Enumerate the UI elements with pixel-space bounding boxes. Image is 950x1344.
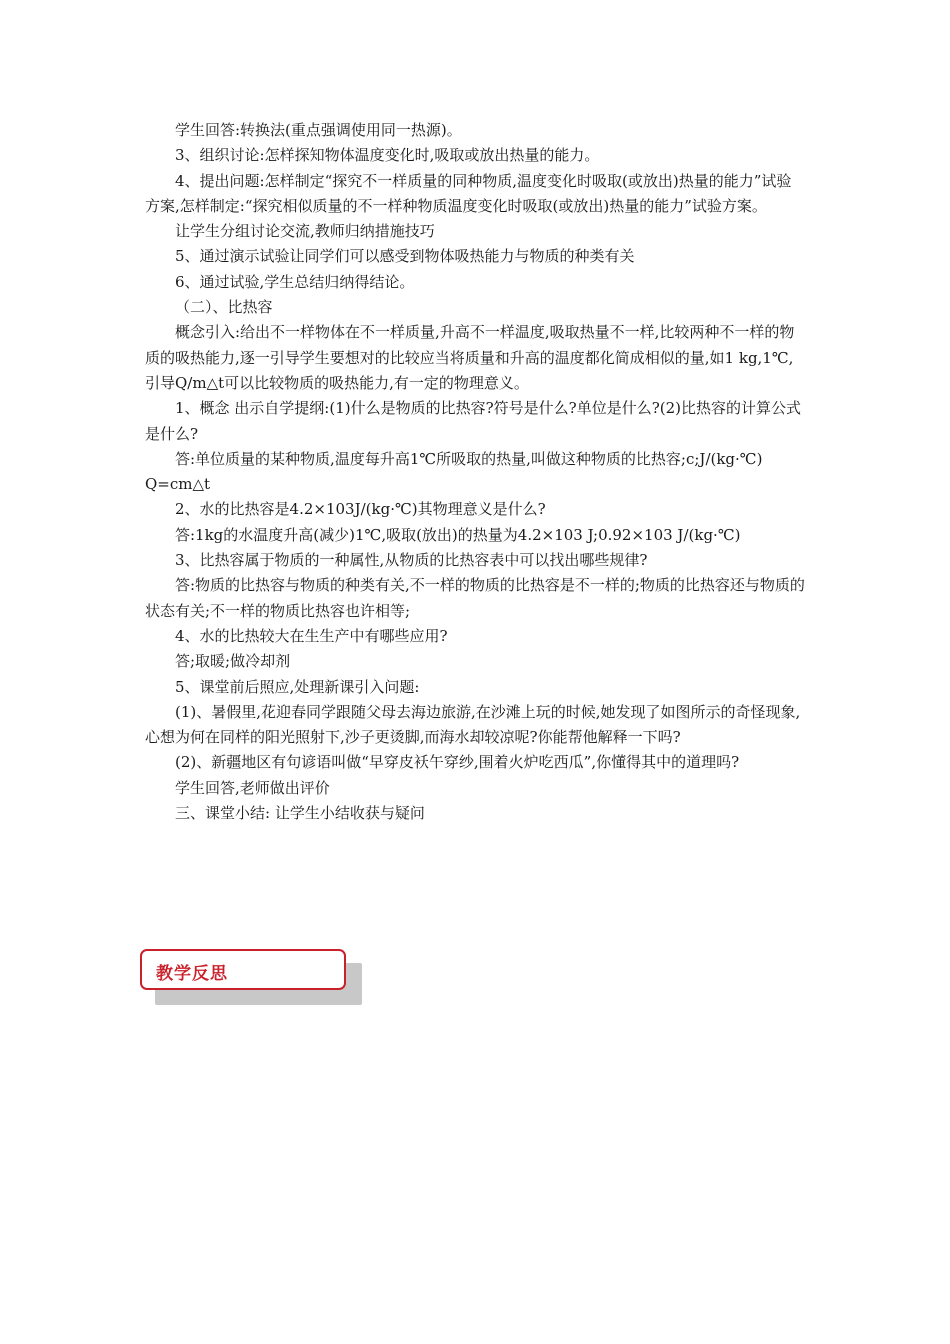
section-heading: （二）、比热容 bbox=[175, 298, 273, 317]
paragraph: 2、水的比热容是4.2×103J/(kg·℃)其物理意义是什么? bbox=[175, 500, 546, 519]
lesson-body bbox=[145, 118, 805, 826]
paragraph: 5、课堂前后照应,处理新课引入问题: bbox=[175, 677, 420, 696]
paragraph: 学生回答,老师做出评价 bbox=[175, 778, 330, 797]
reflection-title: 教学反思 bbox=[156, 964, 228, 984]
paragraph: 答:物质的比热容与物质的种类有关,不一样的物质的比热容是不一样的;物质的比热容还与物质的状态有关;不一样的物质比热容也许相等; bbox=[145, 576, 805, 620]
paragraph: 答;取暖;做冷却剂 bbox=[175, 652, 291, 671]
paragraph: 4、提出问题:怎样制定“探究不一样质量的同种物质,温度变化时吸取(或放出)热量的能力”试验方案,怎样制定:“探究相似质量的不一样种物质温度变化时吸取(或放出)热量的能力”试验方案。 bbox=[145, 171, 792, 215]
reflection-box bbox=[140, 949, 346, 990]
paragraph: 答:单位质量的某种物质,温度每升高1℃所吸取的热量,叫做这种物质的比热容;c;J/(kg·℃) Q=cm△t bbox=[145, 449, 763, 494]
paragraph: 4、水的比热较大在生生产中有哪些应用? bbox=[175, 626, 448, 645]
paragraph: 答:1kg的水温度升高(减少)1℃,吸取(放出)的热量为4.2×103 J;0.92×103 J/(kg·℃) bbox=[175, 525, 741, 544]
paragraph: 3、组织讨论:怎样探知物体温度变化时,吸取或放出热量的能力。 bbox=[175, 146, 600, 165]
paragraph: (2)、新疆地区有句谚语叫做“早穿皮袄午穿纱,围着火炉吃西瓜”,你懂得其中的道理吗? bbox=[175, 753, 740, 772]
paragraph: 6、通过试验,学生总结归纳得结论。 bbox=[175, 272, 415, 291]
paragraph: 概念引入:给出不一样物体在不一样质量,升高不一样温度,吸取热量不一样,比较两种不一样的物质的吸热能力,逐一引导学生要想对的比较应当将质量和升高的温度都化简成相似的量,如1 kg,1℃,引导Q/m△t可以比较物质的吸热能力,有一定的物理意义。 bbox=[145, 323, 795, 392]
paragraph: 5、通过演示试验让同学们可以感受到物体吸热能力与物质的种类有关 bbox=[175, 247, 635, 266]
paragraph: 三、课堂小结: 让学生小结收获与疑问 bbox=[175, 804, 425, 823]
paragraph: 3、比热容属于物质的一种属性,从物质的比热容表中可以找出哪些规律? bbox=[175, 551, 648, 570]
paragraph: 1、概念 出示自学提纲:(1)什么是物质的比热容?符号是什么?单位是什么?(2)比热容的计算公式是什么? bbox=[145, 399, 801, 443]
paragraph: 学生回答:转换法(重点强调使用同一热源)。 bbox=[175, 121, 462, 139]
paragraph: (1)、暑假里,花迎春同学跟随父母去海边旅游,在沙滩上玩的时候,她发现了如图所示的奇怪现象,心想为何在同样的阳光照射下,沙子更烫脚,而海水却较凉呢?你能帮他解释一下吗? bbox=[145, 702, 801, 747]
paragraph: 让学生分组讨论交流,教师归纳措施技巧 bbox=[175, 222, 435, 241]
